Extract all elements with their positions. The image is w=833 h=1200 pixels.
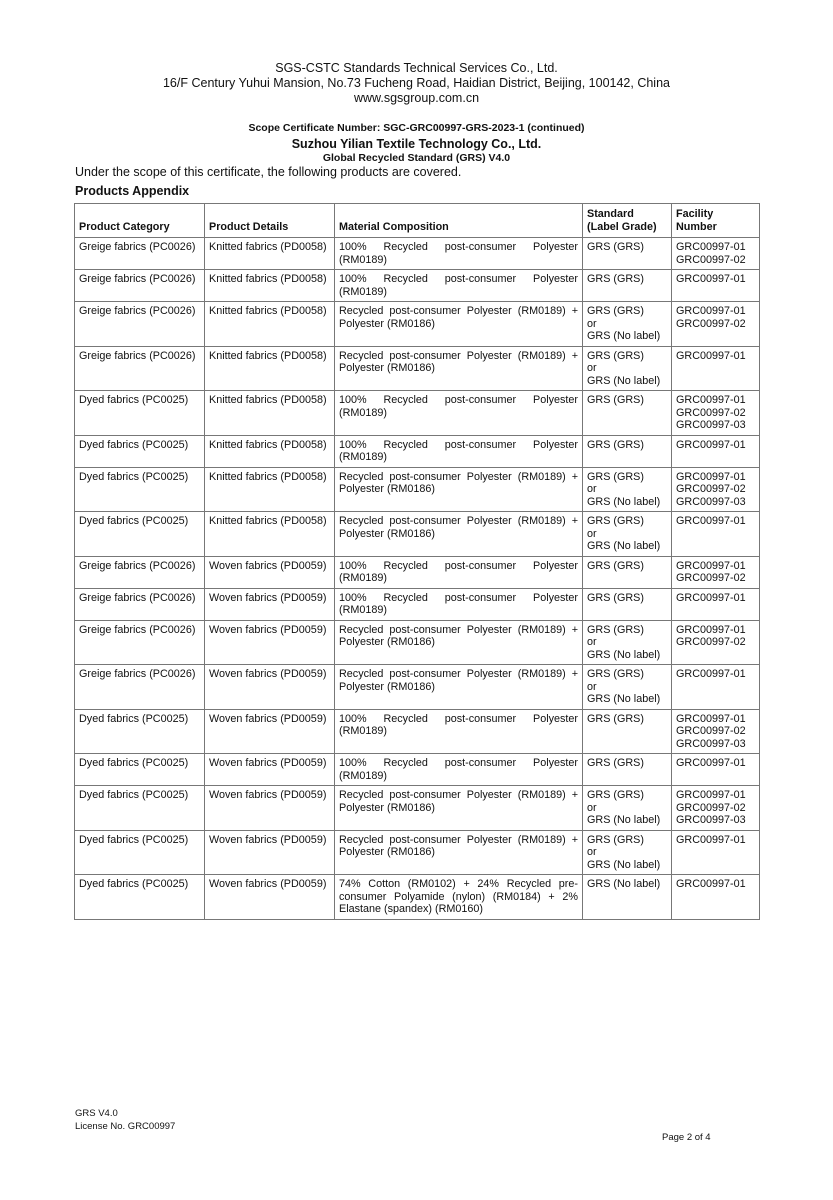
cell-standard <box>583 270 672 302</box>
cell-product-details: Knitted fabrics (PD0058) <box>205 467 335 512</box>
cell-facility-number <box>672 346 760 391</box>
facility-number: GRC00997-02 <box>676 253 746 266</box>
cell-standard <box>583 620 672 665</box>
cell-product-details: Knitted fabrics (PD0058) <box>205 512 335 557</box>
product-rows <box>75 238 760 920</box>
standard-line: GRS (GRS) <box>587 349 644 362</box>
cell-standard <box>583 391 672 436</box>
table-row <box>75 302 760 347</box>
table-row <box>75 391 760 436</box>
cell-product-details: Woven fabrics (PD0059) <box>205 875 335 920</box>
facility-number: GRC00997-01 <box>676 878 746 890</box>
standard-line: GRS (No label) <box>587 540 661 552</box>
standard-line: GRS (No label) <box>587 648 661 661</box>
standard-line: GRS (No label) <box>587 858 661 871</box>
cell-material-composition: Recycled post-consumer Polyester (RM0189) + Polyester (RM0186) <box>335 302 583 347</box>
cell-product-category: Greige fabrics (PC0026) <box>75 238 205 270</box>
cell-facility-number <box>672 302 760 347</box>
facility-number: GRC00997-01 <box>676 394 746 406</box>
table-row <box>75 588 760 620</box>
cell-product-category: Dyed fabrics (PC0025) <box>75 786 205 831</box>
cell-material-composition: 100% Recycled post-consumer Polyester (RM0189) <box>335 588 583 620</box>
facility-number: GRC00997-01 <box>676 305 746 317</box>
facility-number: GRC00997-01 <box>676 789 746 801</box>
table-row <box>75 238 760 270</box>
facility-number: GRC00997-01 <box>676 515 746 527</box>
standard-line: GRS (GRS) <box>587 515 644 527</box>
cell-facility-number <box>672 435 760 467</box>
standard-line: GRS (No label) <box>587 495 661 508</box>
standard-line: GRS (GRS) <box>587 757 644 769</box>
cell-standard <box>583 346 672 391</box>
standard-line: GRS (No label) <box>587 693 661 705</box>
cell-facility-number <box>672 665 760 710</box>
cell-material-composition: Recycled post-consumer Polyester (RM0189) + Polyester (RM0186) <box>335 512 583 557</box>
facility-number: GRC00997-01 <box>676 559 746 572</box>
table-row <box>75 346 760 391</box>
cell-material-composition: 100% Recycled post-consumer Polyester (RM0189) <box>335 391 583 436</box>
header-product-category: Product Category <box>75 204 205 238</box>
certified-company-name: Suzhou Yilian Textile Technology Co., Ltd. <box>291 137 542 151</box>
facility-number: GRC00997-02 <box>676 801 746 814</box>
cell-facility-number <box>672 709 760 754</box>
facility-number: GRC00997-03 <box>676 814 746 826</box>
table-row <box>75 665 760 710</box>
cell-product-details: Knitted fabrics (PD0058) <box>205 435 335 467</box>
table-row <box>75 512 760 557</box>
cell-product-details: Knitted fabrics (PD0058) <box>205 391 335 436</box>
cell-product-details: Woven fabrics (PD0059) <box>205 588 335 620</box>
facility-number: GRC00997-01 <box>676 438 746 451</box>
cell-product-category: Dyed fabrics (PC0025) <box>75 754 205 786</box>
cell-product-details: Woven fabrics (PD0059) <box>205 665 335 710</box>
facility-number: GRC00997-03 <box>676 495 746 508</box>
table-row <box>75 467 760 512</box>
facility-number: GRC00997-02 <box>676 406 746 419</box>
facility-number: GRC00997-03 <box>676 419 746 431</box>
footer-license-number: License No. GRC00997 <box>75 1121 176 1132</box>
standard-line: GRS (GRS) <box>587 623 644 636</box>
table-row <box>75 754 760 786</box>
standard-line: or <box>587 483 597 495</box>
facility-number: GRC00997-01 <box>676 349 746 362</box>
standard-line: GRS (GRS) <box>587 470 644 483</box>
intro-text: Under the scope of this certificate, the following products are covered. <box>75 165 462 179</box>
standard-line: or <box>587 527 597 540</box>
standard-line: or <box>587 317 597 330</box>
cell-material-composition: 100% Recycled post-consumer Polyester (RM0189) <box>335 435 583 467</box>
cell-product-category: Greige fabrics (PC0026) <box>75 346 205 391</box>
cell-material-composition: Recycled post-consumer Polyester (RM0189) + Polyester (RM0186) <box>335 786 583 831</box>
standard-line: or <box>587 680 597 693</box>
facility-number: GRC00997-01 <box>676 623 746 636</box>
cell-facility-number <box>672 270 760 302</box>
standard-line: GRS (GRS) <box>587 305 644 317</box>
page-number: Page 2 of 4 <box>662 1132 711 1143</box>
cell-facility-number <box>672 588 760 620</box>
cell-product-category: Dyed fabrics (PC0025) <box>75 709 205 754</box>
cell-product-category: Greige fabrics (PC0026) <box>75 665 205 710</box>
issuer-website: www.sgsgroup.com.cn <box>353 91 480 105</box>
issuer-header <box>0 61 833 106</box>
table-row <box>75 875 760 920</box>
standard-line: or <box>587 846 597 858</box>
cell-product-category: Dyed fabrics (PC0025) <box>75 391 205 436</box>
cell-standard <box>583 754 672 786</box>
cell-product-details: Woven fabrics (PD0059) <box>205 830 335 875</box>
cell-material-composition: 100% Recycled post-consumer Polyester (RM0189) <box>335 556 583 588</box>
standard-line: or <box>587 362 597 374</box>
facility-number: GRC00997-01 <box>676 833 746 846</box>
header-standard-line2: (Label Grade) <box>587 220 657 233</box>
header-facility-line1: Facility <box>676 208 714 220</box>
cell-material-composition: 74% Cotton (RM0102) + 24% Recycled pre-consumer Polyamide (nylon) (RM0184) + 2% Elastane (spandex) (RM0160) <box>335 875 583 920</box>
cell-material-composition: Recycled post-consumer Polyester (RM0189) + Polyester (RM0186) <box>335 467 583 512</box>
cell-facility-number <box>672 238 760 270</box>
facility-number: GRC00997-01 <box>676 668 746 680</box>
standard-line: GRS (GRS) <box>587 668 644 680</box>
cell-facility-number <box>672 830 760 875</box>
facility-number: GRC00997-02 <box>676 636 746 648</box>
standard-line: GRS (GRS) <box>587 789 644 801</box>
facility-number: GRC00997-01 <box>676 757 746 769</box>
cell-standard <box>583 786 672 831</box>
standard-line: or <box>587 801 597 814</box>
cell-product-details: Woven fabrics (PD0059) <box>205 786 335 831</box>
cell-product-details: Knitted fabrics (PD0058) <box>205 302 335 347</box>
standard-line: GRS (No label) <box>587 374 661 387</box>
cell-facility-number <box>672 467 760 512</box>
cell-product-category: Dyed fabrics (PC0025) <box>75 512 205 557</box>
cell-facility-number <box>672 556 760 588</box>
facility-number: GRC00997-03 <box>676 737 746 750</box>
cell-standard <box>583 588 672 620</box>
standard-line: GRS (No label) <box>587 330 661 342</box>
facility-number: GRC00997-01 <box>676 470 746 483</box>
cell-standard <box>583 302 672 347</box>
cell-product-category: Greige fabrics (PC0026) <box>75 556 205 588</box>
cell-standard <box>583 238 672 270</box>
cell-facility-number <box>672 875 760 920</box>
standard-line: GRS (GRS) <box>587 833 644 846</box>
cell-facility-number <box>672 391 760 436</box>
cell-material-composition: Recycled post-consumer Polyester (RM0189) + Polyester (RM0186) <box>335 665 583 710</box>
cell-standard <box>583 435 672 467</box>
standard-line: GRS (GRS) <box>587 241 644 253</box>
cell-material-composition: 100% Recycled post-consumer Polyester (RM0189) <box>335 270 583 302</box>
cell-standard <box>583 830 672 875</box>
cell-product-details: Woven fabrics (PD0059) <box>205 754 335 786</box>
cell-product-category: Greige fabrics (PC0026) <box>75 302 205 347</box>
cell-product-category: Greige fabrics (PC0026) <box>75 620 205 665</box>
cell-facility-number <box>672 754 760 786</box>
cell-product-category: Dyed fabrics (PC0025) <box>75 830 205 875</box>
cell-product-category: Dyed fabrics (PC0025) <box>75 875 205 920</box>
cell-facility-number <box>672 786 760 831</box>
cell-facility-number <box>672 512 760 557</box>
standard-line: GRS (GRS) <box>587 591 644 604</box>
header-facility-line2: Number <box>676 220 717 233</box>
issuer-address: 16/F Century Yuhui Mansion, No.73 Fucheng Road, Haidian District, Beijing, 100142, China <box>162 76 670 90</box>
products-table <box>74 203 760 920</box>
table-row <box>75 786 760 831</box>
facility-number: GRC00997-01 <box>676 273 746 285</box>
table-row <box>75 435 760 467</box>
header-facility <box>672 204 760 238</box>
appendix-title: Products Appendix <box>75 184 190 198</box>
standard-line: GRS (GRS) <box>587 394 644 406</box>
cell-product-details: Knitted fabrics (PD0058) <box>205 270 335 302</box>
scope-certificate-number: Scope Certificate Number: SGC-GRC00997-GRS-2023-1 (continued) <box>248 122 585 134</box>
cell-standard <box>583 512 672 557</box>
cell-material-composition: 100% Recycled post-consumer Polyester (RM0189) <box>335 754 583 786</box>
standard-line: GRS (GRS) <box>587 438 644 451</box>
cell-product-details: Woven fabrics (PD0059) <box>205 709 335 754</box>
facility-number: GRC00997-02 <box>676 483 746 495</box>
cell-standard <box>583 556 672 588</box>
header-standard-line1: Standard <box>587 208 634 220</box>
cell-product-category: Greige fabrics (PC0026) <box>75 270 205 302</box>
cell-product-category: Greige fabrics (PC0026) <box>75 588 205 620</box>
table-row <box>75 620 760 665</box>
footer-left <box>75 1107 175 1133</box>
cell-product-details: Knitted fabrics (PD0058) <box>205 238 335 270</box>
facility-number: GRC00997-02 <box>676 317 746 330</box>
cell-product-details: Woven fabrics (PD0059) <box>205 556 335 588</box>
facility-number: GRC00997-01 <box>676 712 746 725</box>
cell-material-composition: Recycled post-consumer Polyester (RM0189) + Polyester (RM0186) <box>335 346 583 391</box>
standard-line: GRS (GRS) <box>587 712 644 725</box>
cell-product-category: Dyed fabrics (PC0025) <box>75 467 205 512</box>
cell-standard <box>583 709 672 754</box>
standard-line: or <box>587 636 597 648</box>
facility-number: GRC00997-02 <box>676 725 746 737</box>
table-row <box>75 270 760 302</box>
header-material-composition: Material Composition <box>335 204 583 238</box>
standard-line: GRS (GRS) <box>587 273 644 285</box>
footer-standard-version: GRS V4.0 <box>75 1108 118 1119</box>
cell-material-composition: 100% Recycled post-consumer Polyester (RM0189) <box>335 238 583 270</box>
cell-standard <box>583 665 672 710</box>
standard-line: GRS (No label) <box>587 878 661 890</box>
cell-standard <box>583 467 672 512</box>
cell-material-composition: Recycled post-consumer Polyester (RM0189) + Polyester (RM0186) <box>335 830 583 875</box>
cell-material-composition: Recycled post-consumer Polyester (RM0189) + Polyester (RM0186) <box>335 620 583 665</box>
cell-material-composition: 100% Recycled post-consumer Polyester (RM0189) <box>335 709 583 754</box>
standard-line: GRS (No label) <box>587 814 661 826</box>
table-row <box>75 830 760 875</box>
facility-number: GRC00997-01 <box>676 591 746 604</box>
table-header-row <box>75 204 760 238</box>
issuer-name: SGS-CSTC Standards Technical Services Co., Ltd. <box>275 61 558 75</box>
cell-product-details: Knitted fabrics (PD0058) <box>205 346 335 391</box>
cell-product-details: Woven fabrics (PD0059) <box>205 620 335 665</box>
header-product-details: Product Details <box>205 204 335 238</box>
table-row <box>75 709 760 754</box>
standard-line: GRS (GRS) <box>587 559 644 572</box>
facility-number: GRC00997-01 <box>676 241 746 253</box>
facility-number: GRC00997-02 <box>676 572 746 584</box>
cell-facility-number <box>672 620 760 665</box>
cell-standard <box>583 875 672 920</box>
cell-product-category: Dyed fabrics (PC0025) <box>75 435 205 467</box>
table-row <box>75 556 760 588</box>
standard-name: Global Recycled Standard (GRS) V4.0 <box>322 152 511 164</box>
header-standard <box>583 204 672 238</box>
